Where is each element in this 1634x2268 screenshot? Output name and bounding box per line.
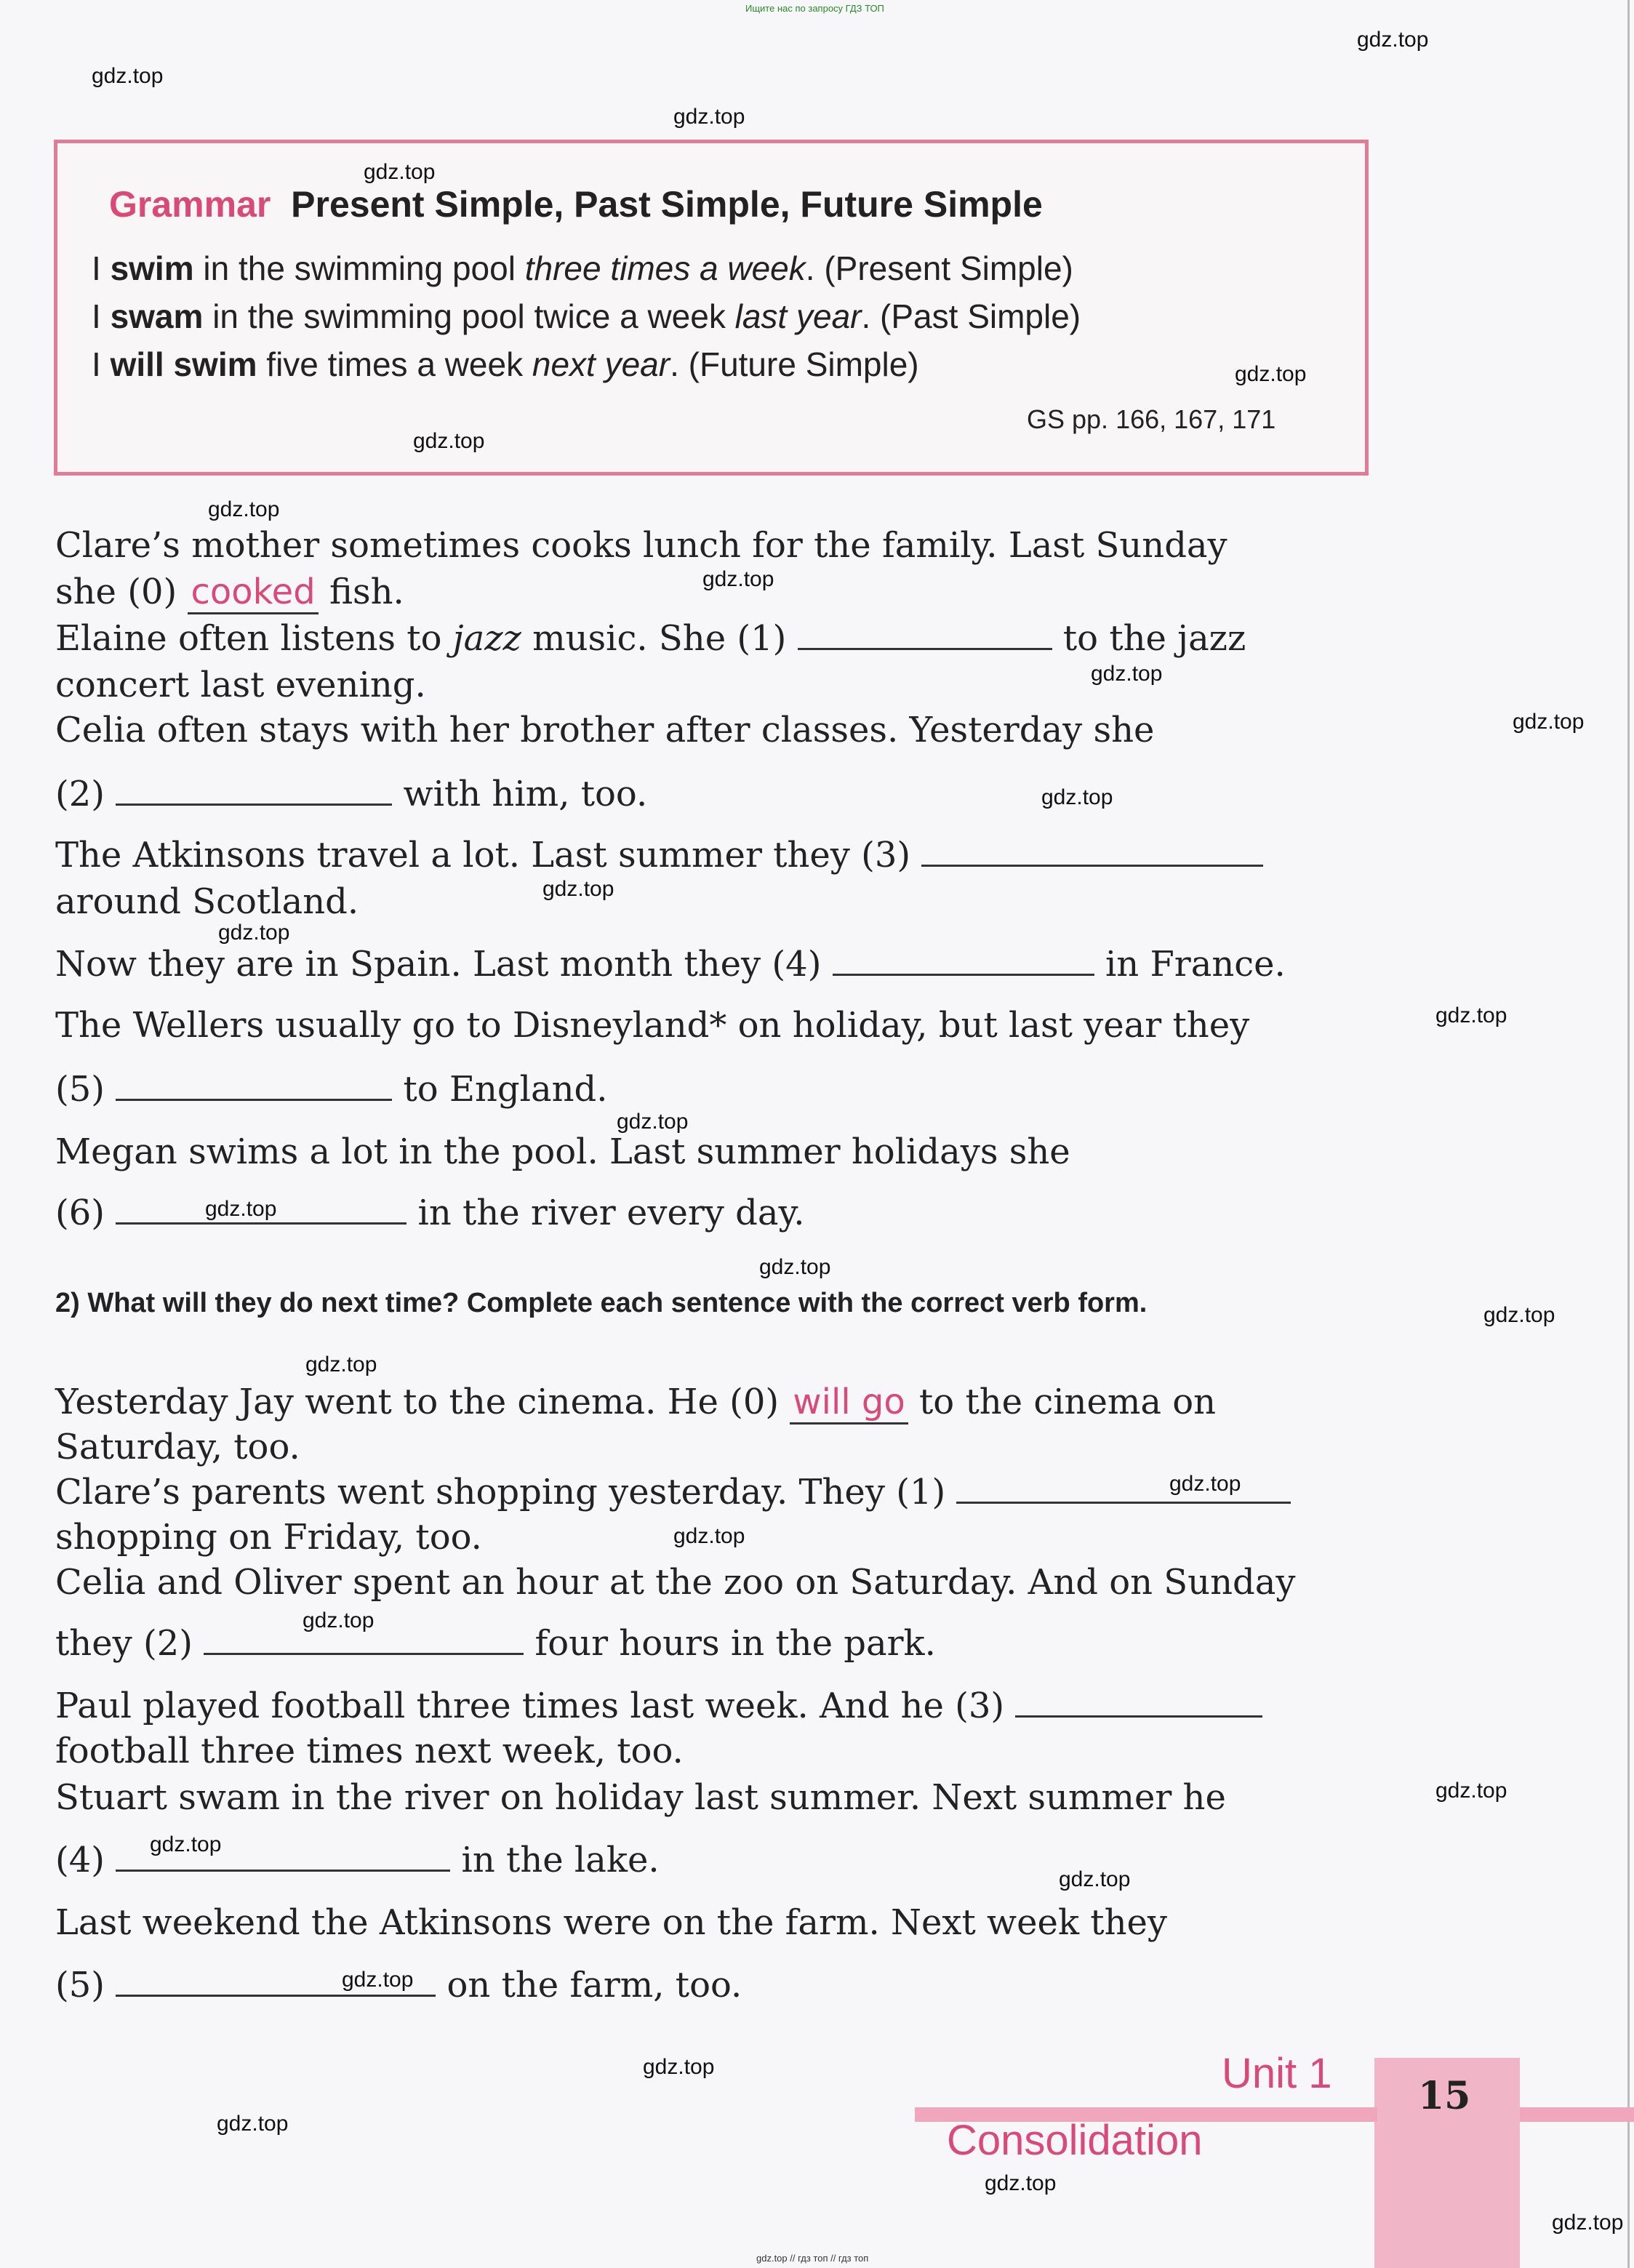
top-note: Ищите нас по запросу ГДЗ ТОП xyxy=(745,3,884,14)
watermark: gdz.top xyxy=(218,921,290,945)
watermark: gdz.top xyxy=(1552,2211,1624,2235)
watermark: gdz.top xyxy=(303,1608,375,1632)
watermark: gdz.top xyxy=(217,2112,289,2136)
task2-heading: 2) What will they do next time? Complete each sentence with the correct verb form. xyxy=(55,1288,1148,1318)
bottom-note: gdz.top // гдз топ // гдз топ xyxy=(756,2253,869,2264)
watermark: gdz.top xyxy=(643,2055,715,2079)
watermark: gdz.top xyxy=(1235,362,1307,386)
page-edge xyxy=(1627,0,1630,2268)
ex1-line: (6) in the river every day. xyxy=(55,1193,805,1233)
grammar-reference: GS pp. 166, 167, 171 xyxy=(1027,404,1276,434)
ex2-line: (5) on the farm, too. xyxy=(55,1965,742,2005)
answer-blank[interactable] xyxy=(956,1472,1291,1504)
watermark: gdz.top xyxy=(413,429,485,453)
ex2-line: Celia and Oliver spent an hour at the zoo on Saturday. And on Sunday xyxy=(55,1562,1296,1603)
watermark: gdz.top xyxy=(985,2171,1057,2195)
watermark: gdz.top xyxy=(1169,1472,1241,1496)
ex1-line: The Atkinsons travel a lot. Last summer they (3) xyxy=(55,835,1263,875)
ex1-line: concert last evening. xyxy=(55,665,426,705)
watermark: gdz.top xyxy=(673,1524,745,1548)
ex2-line: Stuart swam in the river on holiday last summer. Next summer he xyxy=(55,1777,1226,1818)
grammar-example-future: I will swim five times a week next year. (Future Simple) xyxy=(92,345,919,383)
ex2-line: Saturday, too. xyxy=(55,1427,300,1467)
watermark: gdz.top xyxy=(208,497,280,521)
watermark: gdz.top xyxy=(542,877,614,901)
grammar-label: Grammar xyxy=(109,184,271,225)
grammar-title xyxy=(109,183,1043,225)
watermark: gdz.top xyxy=(92,64,164,88)
ex2-line: football three times next week, too. xyxy=(55,1731,684,1771)
watermark: gdz.top xyxy=(305,1353,377,1377)
watermark: gdz.top xyxy=(205,1197,277,1221)
section-label: Consolidation xyxy=(947,2117,1203,2164)
watermark: gdz.top xyxy=(1435,1003,1507,1027)
page-number: 15 xyxy=(1418,2074,1471,2118)
watermark: gdz.top xyxy=(1041,785,1113,809)
grammar-example-past: I swam in the swimming pool twice a week last year. (Past Simple) xyxy=(92,297,1081,335)
grammar-topic: Present Simple, Past Simple, Future Simple xyxy=(291,184,1043,225)
ex2-line: Yesterday Jay went to the cinema. He (0) will go to the cinema on xyxy=(55,1382,1216,1422)
watermark: gdz.top xyxy=(1059,1867,1131,1891)
watermark: gdz.top xyxy=(617,1110,689,1134)
watermark: gdz.top xyxy=(1091,662,1163,686)
ex1-line: she (0) cooked fish. xyxy=(55,572,404,612)
answer-example: will go xyxy=(790,1382,908,1424)
ex1-line: (5) to England. xyxy=(55,1069,608,1110)
answer-blank[interactable] xyxy=(921,836,1263,867)
watermark: gdz.top xyxy=(1483,1303,1555,1327)
ex1-line: Clare’s mother sometimes cooks lunch for the family. Last Sunday xyxy=(55,525,1227,566)
answer-blank[interactable] xyxy=(798,619,1052,650)
ex1-line: Megan swims a lot in the pool. Last summer holidays she xyxy=(55,1131,1070,1172)
answer-blank[interactable] xyxy=(116,1070,392,1101)
ex1-line: The Wellers usually go to Disneyland* on holiday, but last year they xyxy=(55,1005,1250,1046)
ex2-line: (4) in the lake. xyxy=(55,1840,660,1880)
ex1-line: Celia often stays with her brother after classes. Yesterday she xyxy=(55,710,1155,750)
answer-blank[interactable] xyxy=(116,774,392,806)
watermark: gdz.top xyxy=(1513,710,1585,734)
watermark: gdz.top xyxy=(702,567,774,591)
grammar-example-present: I swim in the swimming pool three times a week. (Present Simple) xyxy=(92,249,1073,287)
answer-example: cooked xyxy=(188,572,318,614)
ex2-line: Paul played football three times last week. And he (3) xyxy=(55,1686,1262,1726)
watermark: gdz.top xyxy=(342,1968,414,1992)
ex2-line: shopping on Friday, too. xyxy=(55,1517,482,1558)
watermark: gdz.top xyxy=(673,105,745,129)
answer-blank[interactable] xyxy=(1015,1686,1262,1718)
ex1-line: around Scotland. xyxy=(55,881,359,922)
watermark: gdz.top xyxy=(1435,1779,1507,1803)
watermark: gdz.top xyxy=(759,1255,831,1279)
unit-label: Unit 1 xyxy=(1222,2050,1332,2097)
ex2-line: Last weekend the Atkinsons were on the farm. Next week they xyxy=(55,1902,1168,1943)
ex1-line: Elaine often listens to jazz music. She (1) to the jazz xyxy=(55,618,1246,659)
ex2-line: they (2) four hours in the park. xyxy=(55,1623,936,1664)
watermark: gdz.top xyxy=(1357,28,1429,52)
footer-band-right xyxy=(1520,2107,1634,2122)
answer-blank[interactable] xyxy=(833,945,1094,976)
ex1-line: Now they are in Spain. Last month they (4) in France. xyxy=(55,944,1286,985)
ex1-line: (2) with him, too. xyxy=(55,774,648,814)
ex2-line: Clare’s parents went shopping yesterday. They (1) xyxy=(55,1472,1291,1512)
watermark: gdz.top xyxy=(364,160,436,184)
watermark: gdz.top xyxy=(150,1832,222,1856)
